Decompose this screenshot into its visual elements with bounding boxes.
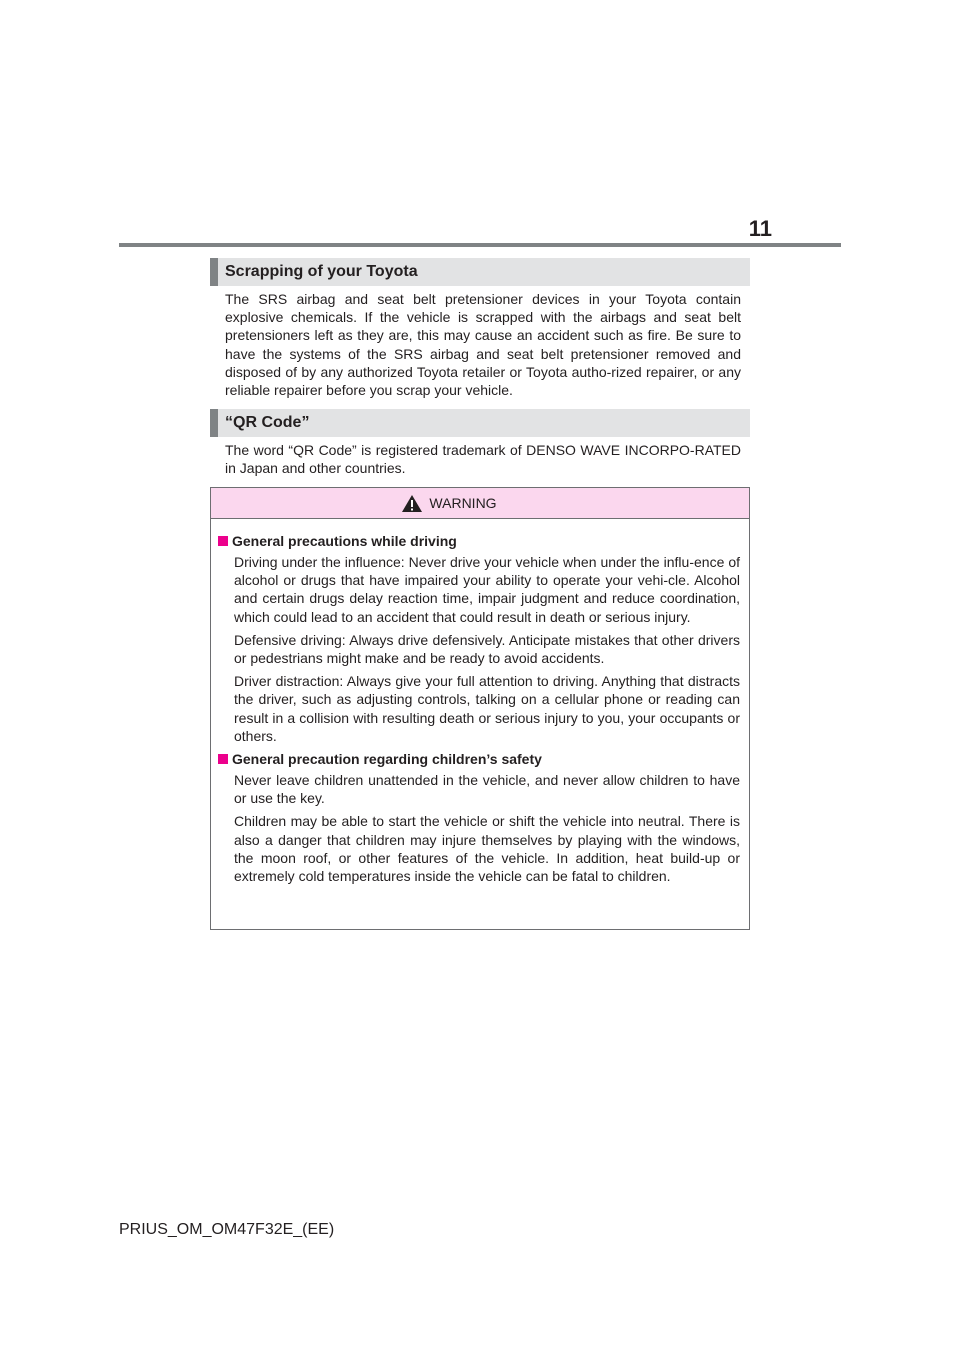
warning-item-title-text: General precautions while driving: [232, 533, 457, 549]
warning-paragraph: Driving under the influence: Never drive your vehicle when under the influ-ence of alcohol or drugs that have impaired your ability to operate your vehi-cle. Alcohol and certain drugs delay reaction time, impair judgment and reduce coordination, which could lead to an accident that could result in death or serious injury.: [234, 554, 740, 625]
warning-body: [211, 519, 749, 885]
section-text-qr-code: The word “QR Code” is registered trademark of DENSO WAVE INCORPO-RATED in Japan and other countries.: [225, 442, 741, 477]
warning-header: [211, 488, 749, 519]
warning-item-title: [218, 750, 740, 768]
section-heading-qr-code: “QR Code”: [210, 409, 750, 437]
warning-paragraph: Never leave children unattended in the vehicle, and never allow children to have or use the key.: [234, 772, 740, 807]
footer-document-code: PRIUS_OM_OM47F32E_(EE): [119, 1221, 335, 1238]
page-number: 11: [748, 216, 772, 241]
warning-paragraph: Defensive driving: Always drive defensively. Anticipate mistakes that other drivers or pedestrians might make and be ready to avoid accidents.: [234, 631, 740, 667]
warning-box: [210, 487, 750, 930]
warning-item-title-text: General precaution regarding children’s safety: [232, 751, 542, 768]
section-heading-scrapping: Scrapping of your Toyota: [210, 258, 750, 286]
warning-paragraph: Children may be able to start the vehicle or shift the vehicle into neutral. There is also a danger that children may injure themselves by playing with the windows, the moon roof, or other features of the vehicle. In addition, heat build-up or extremely cold temperatures inside the vehicle can be fatal to children.: [234, 813, 740, 885]
square-bullet-icon: [218, 754, 228, 764]
square-bullet-icon: [218, 536, 228, 546]
warning-label: WARNING: [429, 495, 497, 511]
warning-triangle-icon: [401, 494, 423, 513]
section-text-scrapping: The SRS airbag and seat belt pretensioner devices in your Toyota contain explosive chemicals. If the vehicle is scrapped with the airbags and seat belt pretensioners left as they are, this may cause an accident such as fire. Be sure to have the systems of the SRS airbag and seat belt pretensioner removed and disposed of by any authorized Toyota retailer or Toyota autho-rized repairer, or any reliable repairer before you scrap your vehicle.: [225, 291, 741, 399]
warning-item-title: [218, 532, 740, 550]
header-rule: [119, 243, 841, 247]
warning-paragraph: Driver distraction: Always give your full attention to driving. Anything that distracts the driver, such as adjusting controls, talking on a cellular phone or reading can result in a collision with resulting death or serious injury to you, your occupants or others.: [234, 673, 740, 744]
